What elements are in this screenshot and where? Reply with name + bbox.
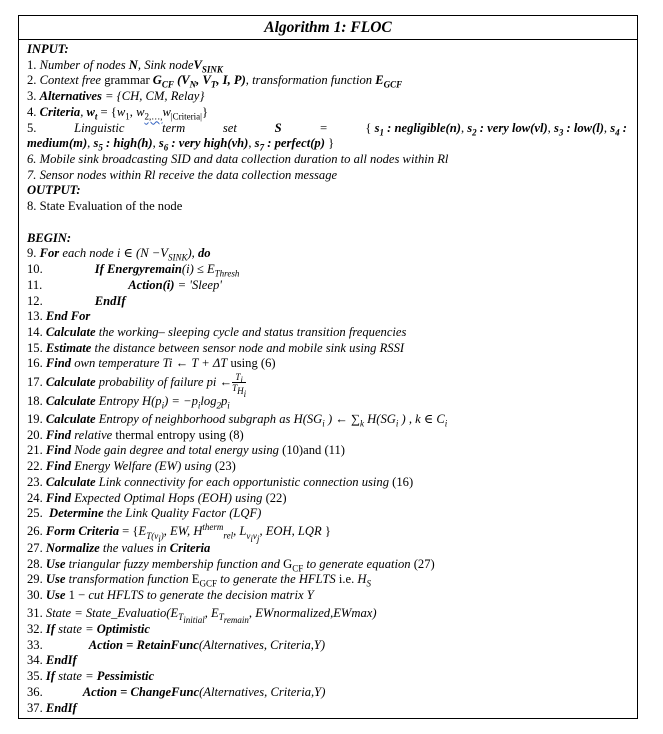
- line-14: 14. Calculate the working– sleeping cycle and status transition frequencies: [27, 324, 407, 339]
- line-3: 3. Alternatives = {CH, CM, Relay}: [27, 89, 205, 104]
- line-22: 22. Find Energy Welfare (EW) using (23): [27, 459, 236, 474]
- line-29: 29. Use transformation function $E_{GCF}$ to generate the HFLTS i.e. $H_S$: [27, 572, 371, 589]
- input-heading: INPUT:: [27, 42, 69, 56]
- line-15: 15. Estimate the distance between sensor node and mobile sink using RSSI: [27, 340, 405, 355]
- line-34: 34. EndIf: [27, 653, 77, 668]
- algorithm-title: Algorithm 1: FLOC: [19, 16, 637, 40]
- line-7: 7. Sensor nodes within Rl receive the data collection message: [27, 167, 338, 182]
- line-25: 25. Determine the Link Quality Factor (LQF): [27, 506, 262, 521]
- line-2: 2. Context free grammar $G_{CF}$ ($V_N$, $V_T$, I, P), transformation function $E_{GCF}$: [27, 73, 403, 90]
- line-26: 26. Form Criteria = {$E_{T(v_i)}$, EW, $H^{therm}_{rel}$, $L_{v_iv_j}$, EOH, LQR }: [27, 521, 331, 544]
- line-10: 10. If Energyremain(i) ≤ $E_{Thresh}$: [27, 262, 240, 279]
- algorithm-body: [19, 40, 637, 716]
- line-8: 8. State Evaluation of the node: [27, 199, 183, 214]
- line-12: 12. EndIf: [27, 293, 126, 308]
- line-11: 11. Action(i) = 'Sleep': [27, 277, 222, 292]
- line-18: 18. Calculate Entropy $H(p_i) = -p_i\log_2p_i$: [27, 394, 230, 411]
- begin-heading: BEGIN:: [27, 230, 72, 245]
- line-32: 32. If state = Optimistic: [27, 621, 150, 636]
- line-13: 13. End For: [27, 309, 91, 324]
- line-9: 9. For each node i ∈ $(N -V_{SINK})$, do: [27, 246, 211, 263]
- line-33: 33. Action = RetainFunc(Alternatives, Criteria,Y): [27, 637, 326, 652]
- line-35: 35. If state = Pessimistic: [27, 669, 155, 684]
- line-28: 28. Use triangular fuzzy membership function and $G_{CF}$ to generate equation (27): [27, 556, 435, 574]
- line-36: 36. Action = ChangeFunc(Alternatives, Criteria,Y): [27, 684, 326, 699]
- line-20: 20. Find relative thermal entropy using (8): [27, 427, 244, 442]
- line-30: 30. Use 1 − cut HFLTS to generate the decision matrix Y: [27, 588, 314, 603]
- line-5b: medium(m), $s_5$ : high(h), $s_6$ : very high(vh), $s_7$ : perfect(p) }: [27, 136, 335, 153]
- line-24: 24. Find Expected Optimal Hops (EOH) using (22): [27, 490, 287, 505]
- line-19: 19. Calculate Entropy of neighborhood subgraph as $H(SG_i$ ) ← $\sum_k$ $H(SG_i$ ) , k ∈ $C_i$: [27, 411, 448, 429]
- line-21: 21. Find Node gain degree and total energy using (10)and (11): [27, 443, 345, 458]
- line-16: 16. Find own temperature Ti ← T + ΔT using (6): [27, 356, 276, 371]
- line-27: 27. Normalize the values in Criteria: [27, 541, 211, 556]
- line-6: 6. Mobile sink broadcasting SID and data collection duration to all nodes within Rl: [27, 152, 449, 167]
- line-31: 31. State = $State\_Evaluatio(E_{T_{initial}}$, $E_{T_{remain}}$, EWnormalized,EWmax): [27, 605, 377, 626]
- line-5a: 5. Linguistic term set S = { $s_1$ : negligible(n), $s_2$ : very low(vl), $s_3$ : low(l), $s_4$ :: [27, 120, 627, 138]
- output-heading: OUTPUT:: [27, 183, 81, 198]
- blank-line: [27, 215, 637, 231]
- line-37: 37. EndIf: [27, 700, 77, 715]
- algorithm-box: [18, 15, 638, 719]
- line-23: 23. Calculate Link connectivity for each opportunistic connection using (16): [27, 474, 414, 489]
- line-1: 1. Number of nodes N, Sink nodeV$_{SINK}$: [27, 57, 223, 75]
- line-17: 17. Calculate probability of failure pi ← $\frac{T_i}{T_{H_i}}$: [27, 372, 247, 399]
- line-4: 4. Criteria, $w_t = \{w_1$, $w_{2,\dots,}w_{|Criteria|}$}: [27, 104, 209, 122]
